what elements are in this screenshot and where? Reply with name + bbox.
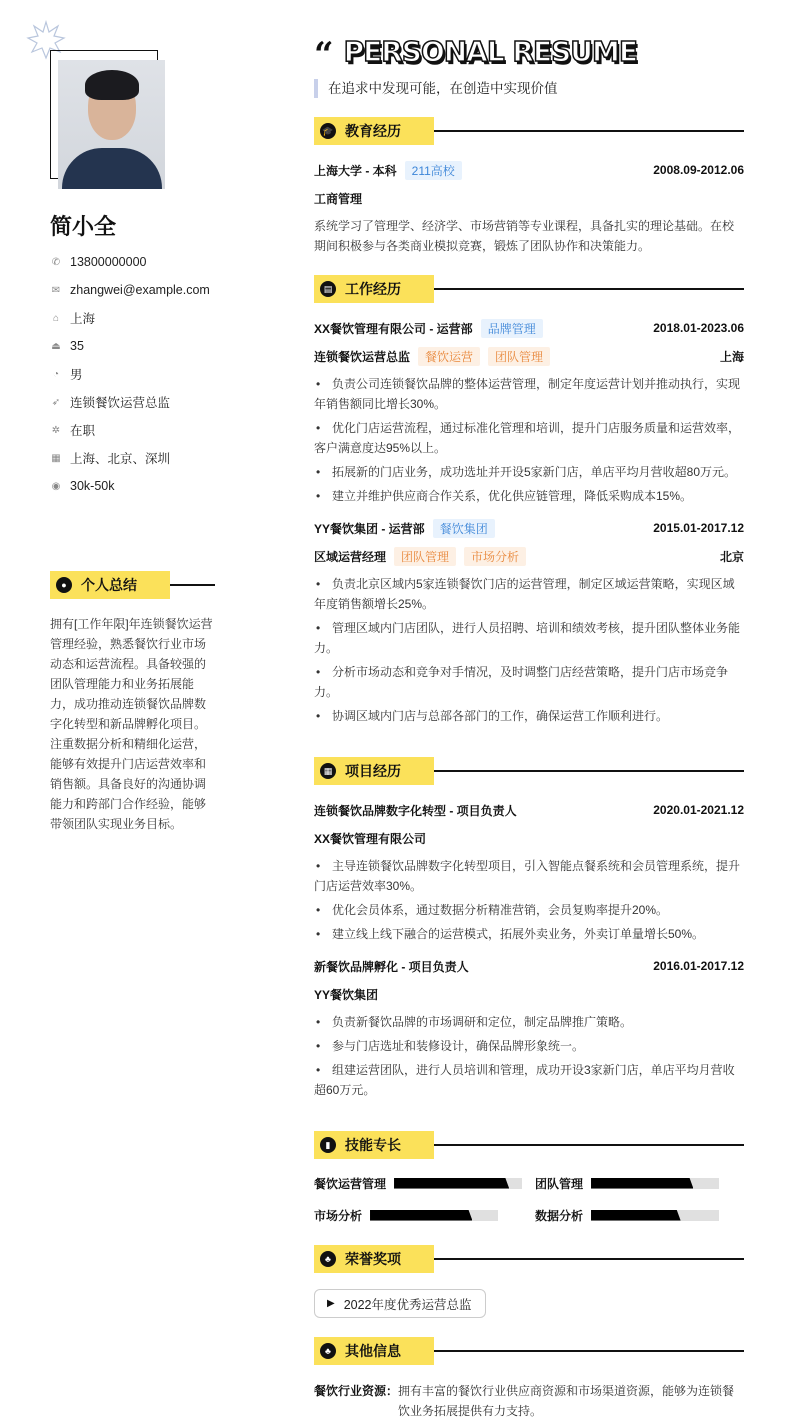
chart-icon: ▮ bbox=[320, 1137, 336, 1153]
mail-icon: ✉ bbox=[51, 284, 61, 296]
skill-item bbox=[314, 1205, 535, 1225]
bullet-icon: • bbox=[316, 465, 321, 479]
bullet-item bbox=[314, 924, 744, 944]
bullet-item bbox=[314, 618, 744, 658]
profile-name: 简小全 bbox=[50, 214, 117, 239]
date: 2015.01-2017.12 bbox=[653, 521, 744, 535]
city: 上海 bbox=[719, 349, 744, 364]
job-entry bbox=[314, 314, 744, 506]
bullet-item bbox=[314, 662, 744, 702]
bullet-text: 分析市场动态和竞争对手情况，及时调整门店经营策略，提升门店市场竞争力。 bbox=[314, 665, 729, 699]
info-text: 在职 bbox=[70, 424, 96, 438]
info-item bbox=[50, 276, 250, 304]
title-text: PERSONAL RESUME bbox=[343, 34, 638, 68]
profile-info bbox=[50, 248, 250, 500]
bullet-text: 优化门店运营流程，通过标准化管理和培训，提升门店服务质量和运营效率，客户满意度达95%以上。 bbox=[314, 421, 741, 455]
section-title: 教育经历 bbox=[345, 123, 401, 139]
info-text: 连锁餐饮运营总监 bbox=[70, 396, 171, 410]
section-title: 工作经历 bbox=[345, 281, 401, 297]
info-text: zhangwei@example.com bbox=[70, 283, 210, 297]
date: 2018.01-2023.06 bbox=[653, 321, 744, 335]
section-title: 荣誉奖项 bbox=[345, 1251, 401, 1267]
project-entry bbox=[314, 952, 744, 1100]
education-section bbox=[314, 117, 744, 256]
bullet-item bbox=[314, 856, 744, 896]
bullet-text: 建立线上线下融合的运营模式，拓展外卖业务，外卖订单量增长50%。 bbox=[332, 927, 705, 941]
bullet-icon: • bbox=[316, 1015, 321, 1029]
bullet-item bbox=[314, 374, 744, 414]
tag: 品牌管理 bbox=[481, 319, 543, 338]
quote-icon: “ bbox=[314, 35, 334, 75]
bullet-text: 拓展新的门店业务，成功选址并开设5家新门店，单店平均月营收超80万元。 bbox=[332, 465, 737, 479]
tag: 211高校 bbox=[405, 161, 462, 180]
skill-item bbox=[535, 1173, 744, 1193]
phone-icon: ✆ bbox=[51, 256, 61, 268]
bullet-text: 负责北京区域内5家连锁餐饮门店的运营管理，制定区域运营策略，实现区域年度销售额增长25%。 bbox=[314, 577, 735, 611]
bullet-text: 建立并维护供应商合作关系，优化供应链管理，降低采购成本15%。 bbox=[332, 489, 693, 503]
other-value: 拥有丰富的餐饮行业供应商资源和市场渠道资源，能够为连锁餐饮业务拓展提供有力支持。 bbox=[398, 1384, 735, 1418]
info-item bbox=[50, 248, 250, 276]
section-title: 技能专长 bbox=[345, 1137, 401, 1153]
other-key: 餐饮行业资源： bbox=[314, 1384, 399, 1398]
info-item bbox=[50, 332, 250, 360]
bullet-text: 参与门店选址和装修设计，确保品牌形象统一。 bbox=[332, 1039, 585, 1053]
bullet-text: 组建运营团队，进行人员培训和管理，成功开设3家新门店，单店平均月营收超60万元。 bbox=[314, 1063, 735, 1097]
gender-icon: ◔ bbox=[52, 368, 60, 380]
bullet-text: 优化会员体系，通过数据分析精准营销，会员复购率提升20%。 bbox=[332, 903, 669, 917]
award-item[interactable] bbox=[314, 1289, 486, 1318]
info-item bbox=[50, 416, 250, 444]
graduation-cap-icon: 🎓 bbox=[320, 123, 336, 139]
bullet-item bbox=[314, 1060, 744, 1100]
tag: 团队管理 bbox=[488, 347, 550, 366]
skill-bar bbox=[591, 1210, 719, 1221]
major: 工商管理 bbox=[314, 191, 363, 206]
info-item bbox=[50, 388, 250, 416]
role: 区域运营经理 bbox=[314, 549, 387, 564]
info-text: 男 bbox=[70, 368, 83, 382]
job-entry bbox=[314, 514, 744, 726]
date: 2008.09-2012.06 bbox=[653, 163, 744, 177]
skill-name: 餐饮运营管理 bbox=[314, 1176, 387, 1191]
date: 2020.01-2021.12 bbox=[653, 803, 744, 817]
other-section bbox=[314, 1337, 744, 1421]
award-icon: ♣ bbox=[320, 1251, 336, 1267]
summary-text: 拥有[工作年限]年连锁餐饮运营管理经验，熟悉餐饮行业市场动态和运营流程。具备较强的团队管理能力和业务拓展能力，成功推动连锁餐饮品牌数字化转型和新品牌孵化项目。注重数据分析和精细化运营，能够有效提升门店运营效率和销售额。具备良好的沟通协调能力和跨部门合作经验，能够带领团队实现业务目标。 bbox=[50, 617, 213, 831]
role: 连锁餐饮运营总监 bbox=[314, 349, 411, 364]
project-name: 连锁餐饮品牌数字化转型 - 项目负责人 bbox=[314, 803, 517, 818]
skill-item bbox=[535, 1205, 744, 1225]
play-icon: ▶ bbox=[327, 1298, 335, 1309]
skill-name: 团队管理 bbox=[535, 1176, 584, 1191]
bullet-icon: • bbox=[316, 421, 321, 435]
skill-bar-fill bbox=[591, 1210, 681, 1221]
bullet-item bbox=[314, 486, 744, 506]
send-icon: ➶ bbox=[51, 396, 61, 408]
skill-bar bbox=[394, 1178, 522, 1189]
section-title: 项目经历 bbox=[345, 763, 401, 779]
work-section bbox=[314, 275, 744, 734]
bullet-icon: • bbox=[316, 621, 321, 635]
info-item bbox=[50, 472, 250, 500]
tag: 市场分析 bbox=[464, 547, 526, 566]
bullet-item bbox=[314, 574, 744, 614]
bullet-item bbox=[314, 706, 744, 726]
city: 北京 bbox=[719, 549, 744, 564]
section-title: 个人总结 bbox=[81, 577, 137, 593]
company: YY餐饮集团 - 运营部 bbox=[314, 521, 425, 536]
grid-icon: ▦ bbox=[320, 763, 336, 779]
info-text: 35 bbox=[70, 339, 84, 353]
award-label: 2022年度优秀运营总监 bbox=[343, 1297, 472, 1312]
skill-bar bbox=[370, 1210, 498, 1221]
organization: YY餐饮集团 bbox=[314, 987, 379, 1002]
bullet-item bbox=[314, 1012, 744, 1032]
project-entry bbox=[314, 796, 744, 944]
building-icon: ▦ bbox=[51, 452, 61, 464]
skill-name: 市场分析 bbox=[314, 1208, 363, 1223]
motto: 在追求中发现可能，在创造中实现价值 bbox=[314, 79, 558, 98]
home-icon: ⌂ bbox=[52, 312, 60, 324]
bullet-item bbox=[314, 462, 744, 482]
bullet-item bbox=[314, 900, 744, 920]
resume-title bbox=[314, 30, 638, 75]
bullet-icon: • bbox=[316, 665, 321, 679]
bullet-icon: • bbox=[316, 1039, 321, 1053]
bullet-text: 主导连锁餐饮品牌数字化转型项目，引入智能点餐系统和会员管理系统，提升门店运营效率30%。 bbox=[314, 859, 741, 893]
skills-section bbox=[314, 1131, 744, 1225]
info-item bbox=[50, 304, 250, 332]
honors-section bbox=[314, 1245, 744, 1318]
info-text: 上海、北京、深圳 bbox=[70, 452, 171, 466]
user-icon: ● bbox=[56, 577, 72, 593]
skill-name: 数据分析 bbox=[535, 1208, 584, 1223]
bullet-icon: • bbox=[316, 577, 321, 591]
bullet-icon: • bbox=[316, 377, 321, 391]
status-icon: ✲ bbox=[51, 424, 61, 436]
info-icon: ♣ bbox=[320, 1343, 336, 1359]
info-text: 30k-50k bbox=[70, 479, 115, 493]
projects-section bbox=[314, 757, 744, 1108]
info-text: 上海 bbox=[70, 312, 96, 326]
tag: 餐饮集团 bbox=[433, 519, 495, 538]
briefcase-icon: ▤ bbox=[320, 281, 336, 297]
info-item bbox=[50, 360, 250, 388]
bullet-icon: • bbox=[316, 927, 321, 941]
section-title: 其他信息 bbox=[345, 1343, 401, 1359]
info-text: 13800000000 bbox=[70, 255, 147, 269]
age-icon: ⏏ bbox=[51, 340, 61, 352]
organization: XX餐饮管理有限公司 bbox=[314, 831, 427, 846]
bullet-text: 负责新餐饮品牌的市场调研和定位，制定品牌推广策略。 bbox=[332, 1015, 633, 1029]
tag: 餐饮运营 bbox=[418, 347, 480, 366]
summary-header bbox=[50, 571, 215, 599]
bullet-icon: • bbox=[316, 903, 321, 917]
tag: 团队管理 bbox=[394, 547, 456, 566]
school: 上海大学 - 本科 bbox=[314, 163, 397, 178]
education-desc: 系统学习了管理学、经济学、市场营销等专业课程，具备扎实的理论基础。在校期间积极参与各类商业模拟竞赛，锻炼了团队协作和决策能力。 bbox=[314, 219, 735, 253]
bullet-item bbox=[314, 1036, 744, 1056]
bullet-icon: • bbox=[316, 709, 321, 723]
bullet-text: 负责公司连锁餐饮品牌的整体运营管理，制定年度运营计划并推动执行，实现年销售额同比增长30%。 bbox=[314, 377, 741, 411]
bullet-item bbox=[314, 418, 744, 458]
bullet-text: 协调区域内门店与总部各部门的工作，确保运营工作顺利进行。 bbox=[332, 709, 669, 723]
salary-icon: ◉ bbox=[51, 480, 61, 492]
company: XX餐饮管理有限公司 - 运营部 bbox=[314, 321, 473, 336]
skill-item bbox=[314, 1173, 535, 1193]
skill-bar-fill bbox=[394, 1178, 509, 1189]
bullet-icon: • bbox=[316, 1063, 321, 1077]
project-name: 新餐饮品牌孵化 - 项目负责人 bbox=[314, 959, 469, 974]
avatar bbox=[58, 60, 165, 189]
info-item bbox=[50, 444, 250, 472]
skill-bar-fill bbox=[591, 1178, 693, 1189]
other-item bbox=[314, 1381, 744, 1421]
bullet-icon: • bbox=[316, 489, 321, 503]
bullet-text: 管理区域内门店团队，进行人员招聘、培训和绩效考核，提升团队整体业务能力。 bbox=[314, 621, 741, 655]
skill-bar bbox=[591, 1178, 719, 1189]
date: 2016.01-2017.12 bbox=[653, 959, 744, 973]
skill-bar-fill bbox=[370, 1210, 472, 1221]
bullet-icon: • bbox=[316, 859, 321, 873]
